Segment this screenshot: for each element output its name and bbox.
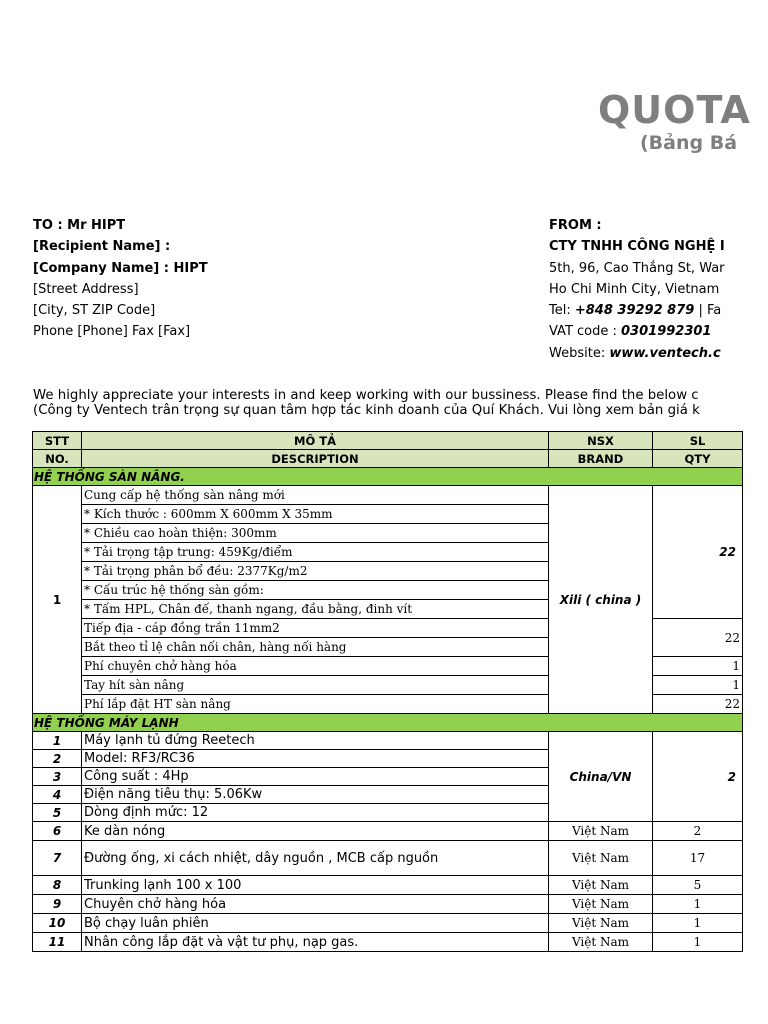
item-qty: 1 (653, 895, 743, 914)
item-qty: 2 (653, 732, 743, 822)
item-brand: Việt Nam (549, 841, 653, 876)
header-qty: QTY (653, 450, 743, 468)
sender-block (549, 215, 725, 364)
item-number: 7 (33, 841, 82, 876)
item-brand: Việt Nam (549, 914, 653, 933)
recipient-name: [Recipient Name] : (33, 239, 171, 255)
sender-city: Ho Chi Minh City, Vietnam (549, 281, 720, 297)
item-qty: 1 (653, 676, 743, 695)
item-qty: 5 (653, 876, 743, 895)
quotation-table (32, 431, 743, 952)
recipient-block (33, 215, 208, 343)
section-row (33, 468, 743, 486)
item-number: 1 (33, 486, 82, 714)
item-qty: 22 (653, 695, 743, 714)
item-qty: 1 (653, 933, 743, 952)
item-number: 9 (33, 895, 82, 914)
item-number: 8 (33, 876, 82, 895)
tel-label: Tel: (549, 303, 575, 319)
sender-company: CTY TNHH CÔNG NGHỆ I (549, 239, 725, 255)
street-address: [Street Address] (33, 281, 139, 297)
section-title-raised-floor: HỆ THỐNG SÀN NÂNG. (33, 468, 743, 486)
item-number: 5 (33, 804, 82, 822)
table-header-row-en (33, 450, 743, 468)
phone-fax: Phone [Phone] Fax [Fax] (33, 324, 191, 340)
item-number: 10 (33, 914, 82, 933)
item-brand: Việt Nam (549, 822, 653, 841)
item-description: * Chiều cao hoàn thiện: 300mm (82, 524, 549, 543)
company-name: [Company Name] : HIPT (33, 260, 208, 276)
table-row (33, 732, 743, 750)
item-number: 2 (33, 750, 82, 768)
item-description: Bắt theo tỉ lệ chân nối chân, hàng nối hàng (82, 638, 549, 657)
header-no: NO. (33, 450, 82, 468)
item-description: * Tấm HPL, Chân đế, thanh ngang, đầu bằng, đinh vít (82, 600, 549, 619)
document-title: QUOTA (598, 88, 751, 132)
intro-vietnamese: (Công ty Ventech trân trọng sự quan tâm hợp tác kinh doanh của Quí Khách. Vui lòng xem bản giá k (33, 402, 700, 418)
item-brand: Việt Nam (549, 876, 653, 895)
item-qty: 17 (653, 841, 743, 876)
item-description: Tiếp địa - cáp đồng trần 11mm2 (82, 619, 549, 638)
sender-vat (549, 321, 725, 342)
to-line: TO : Mr HIPT (33, 218, 126, 233)
item-description: Bộ chạy luân phiên (82, 914, 549, 933)
sender-tel (549, 300, 725, 321)
item-number: 4 (33, 786, 82, 804)
item-description: Điện năng tiêu thụ: 5.06Kw (82, 786, 549, 804)
table-row (33, 876, 743, 895)
intro-text (33, 389, 700, 418)
item-description: Chuyên chở hàng hóa (82, 895, 549, 914)
website-label: Website: (549, 345, 610, 361)
item-qty: 22 (653, 486, 743, 619)
from-label: FROM : (549, 218, 602, 233)
item-description: Máy lạnh tủ đứng Reetech (82, 732, 549, 750)
sender-address: 5th, 96, Cao Thắng St, War (549, 260, 725, 276)
vat-value: 0301992301 (621, 324, 712, 340)
header-desc: MÔ TẢ (82, 432, 549, 450)
item-description: Trunking lạnh 100 x 100 (82, 876, 549, 895)
item-brand: China/VN (549, 732, 653, 822)
city-zip: [City, ST ZIP Code] (33, 303, 156, 319)
table-row (33, 841, 743, 876)
item-qty: 2 (653, 822, 743, 841)
website-value: www.ventech.c (609, 345, 721, 361)
item-brand: Xili ( china ) (549, 486, 653, 714)
item-description: Tay hít sàn nâng (82, 676, 549, 695)
item-description: Đường ống, xi cách nhiệt, dây nguồn , MCB cấp nguồn (82, 841, 549, 876)
item-description: Ke dàn nóng (82, 822, 549, 841)
intro-english: We highly appreciate your interests in and keep working with our bussiness. Please find the below c (33, 388, 699, 403)
tel-value: +848 39292 879 (574, 303, 695, 319)
item-number: 11 (33, 933, 82, 952)
table-row (33, 933, 743, 952)
item-description: Phí chuyên chở hàng hóa (82, 657, 549, 676)
document-subtitle: (Bảng Bá (640, 132, 738, 154)
header-stt: STT (33, 432, 82, 450)
item-qty: 1 (653, 657, 743, 676)
vat-label: VAT code : (549, 324, 622, 340)
section-row (33, 714, 743, 732)
header-nsx: NSX (549, 432, 653, 450)
item-description: Nhân công lắp đặt và vật tư phụ, nạp gas. (82, 933, 549, 952)
table-row (33, 486, 743, 505)
item-description: * Cấu trúc hệ thống sàn gồm: (82, 581, 549, 600)
tel-rest: | Fa (694, 303, 722, 319)
table-row (33, 895, 743, 914)
item-description: * Tải trọng tập trung: 459Kg/điểm (82, 543, 549, 562)
item-qty: 22 (653, 619, 743, 657)
item-brand: Việt Nam (549, 933, 653, 952)
header-brand: BRAND (549, 450, 653, 468)
section-title-air-conditioning: HỆ THỐNG MÁY LẠNH (33, 714, 743, 732)
table-header-row-vi (33, 432, 743, 450)
item-description: Model: RF3/RC36 (82, 750, 549, 768)
item-description: * Tải trọng phân bổ đều: 2377Kg/m2 (82, 562, 549, 581)
item-description: Công suất : 4Hp (82, 768, 549, 786)
item-qty: 1 (653, 914, 743, 933)
item-number: 1 (33, 732, 82, 750)
item-brand: Việt Nam (549, 895, 653, 914)
item-description: Phí lắp đặt HT sàn nâng (82, 695, 549, 714)
header-sl: SL (653, 432, 743, 450)
header-description: DESCRIPTION (82, 450, 549, 468)
item-description: Dòng định mức: 12 (82, 804, 549, 822)
sender-website (549, 343, 725, 364)
table-row (33, 822, 743, 841)
item-number: 6 (33, 822, 82, 841)
table-row (33, 914, 743, 933)
item-number: 3 (33, 768, 82, 786)
item-description: Cung cấp hệ thống sàn nâng mới (82, 486, 549, 505)
item-description: * Kích thước : 600mm X 600mm X 35mm (82, 505, 549, 524)
